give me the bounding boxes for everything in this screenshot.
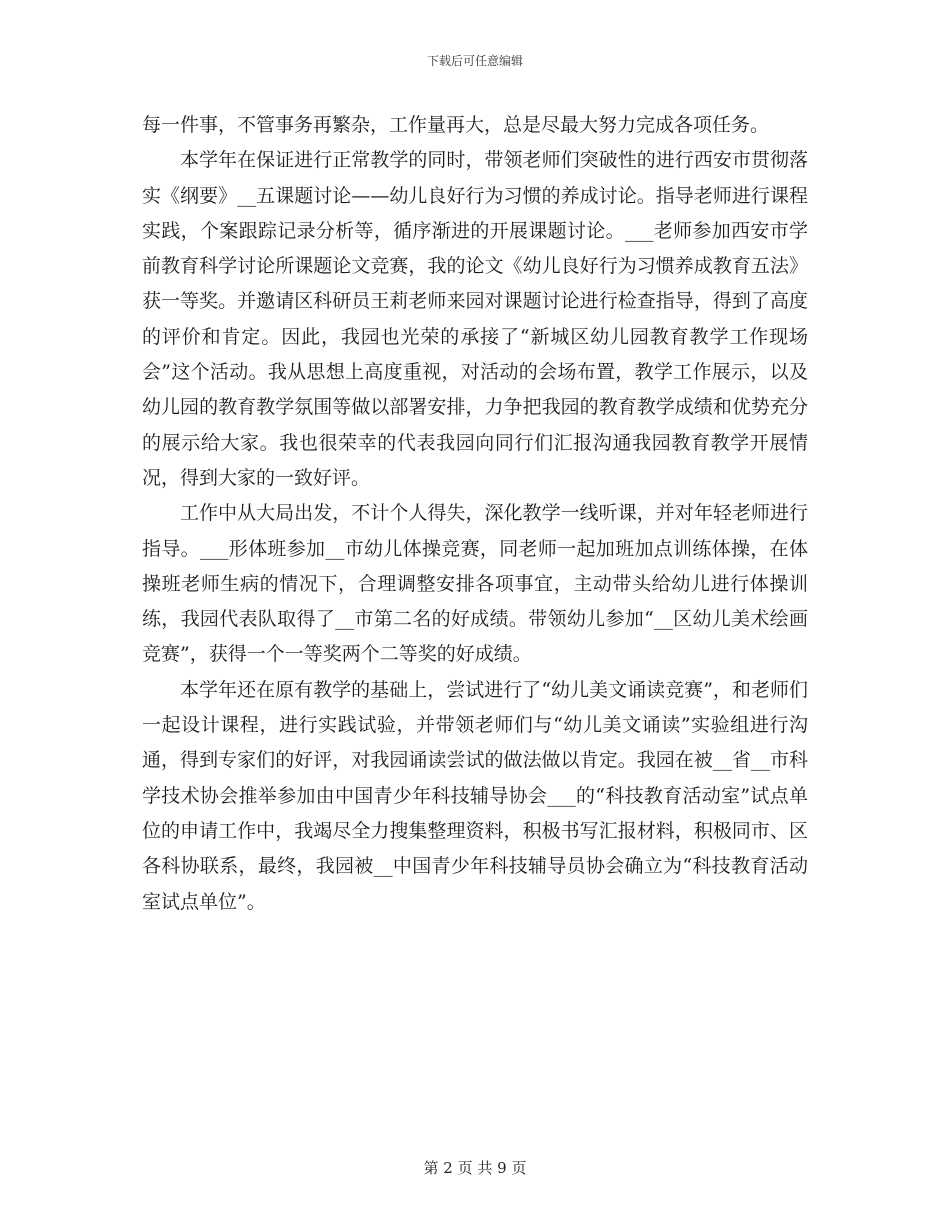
paragraph-continuation: 每一件事，不管事务再繁杂，工作量再大，总是尽最大努力完成各项任务。 — [142, 114, 770, 136]
page-header: 下载后可任意编辑 — [426, 54, 523, 68]
document-body — [142, 108, 808, 920]
paragraph-research: 本学年在保证进行正常教学的同时，带领老师们突破性的进行西安市贯彻落实《纲要》__五课题讨论——幼儿良好行为习惯的养成讨论。指导老师进行课程实践，个案跟踪记录分析等，循序渐进的开展课题讨论。___老师参加西安市学前教育科学讨论所课题论文竞赛，我的论文《幼儿良好行为习惯养成教育五法》获一等奖。并邀请区科研员王莉老师来园对课题讨论进行检查指导，得到了高度的评价和肯定。因此，我园也光荣的承接了“新城区幼儿园教育教学工作现场会”这个活动。我从思想上高度重视，对活动的会场布置，教学工作展示，以及幼儿园的教育教学氛围等做以部署安排，力争把我园的教育教学成绩和优势充分的展示给大家。我也很荣幸的代表我园向同行们汇报沟通我园教育教学开展情况，得到大家的一致好评。 — [142, 149, 808, 489]
paragraph-gymnastics: 工作中从大局出发，不计个人得失，深化教学一线听课，并对年轻老师进行指导。___形体班参加__市幼儿体操竞赛，同老师一起加班加点训练体操，在体操班老师生病的情况下，合理调整安排各项事宜，主动带头给幼儿进行体操训练，我园代表队取得了__市第二名的好成绩。带领幼儿参加“__区幼儿美术绘画竞赛”，获得一个一等奖两个二等奖的好成绩。 — [142, 502, 808, 666]
paragraph-recitation: 本学年还在原有教学的基础上，尝试进行了“幼儿美文诵读竞赛”，和老师们一起设计课程，进行实践试验，并带领老师们与“幼儿美文诵读”实验组进行沟通，得到专家们的好评，对我园诵读尝试的做法做以肯定。我园在被__省__市科学技术协会推举参加由中国青少年科技辅导协会___的“科技教育活动室”试点单位的申请工作中，我竭尽全力搜集整理资料，积极书写汇报材料，积极同市、区各科协联系，最终，我园被__中国青少年科技辅导员协会确立为“科技教育活动室试点单位”。 — [142, 678, 808, 913]
page-number: 第 2 页 共 9 页 — [423, 1159, 527, 1177]
